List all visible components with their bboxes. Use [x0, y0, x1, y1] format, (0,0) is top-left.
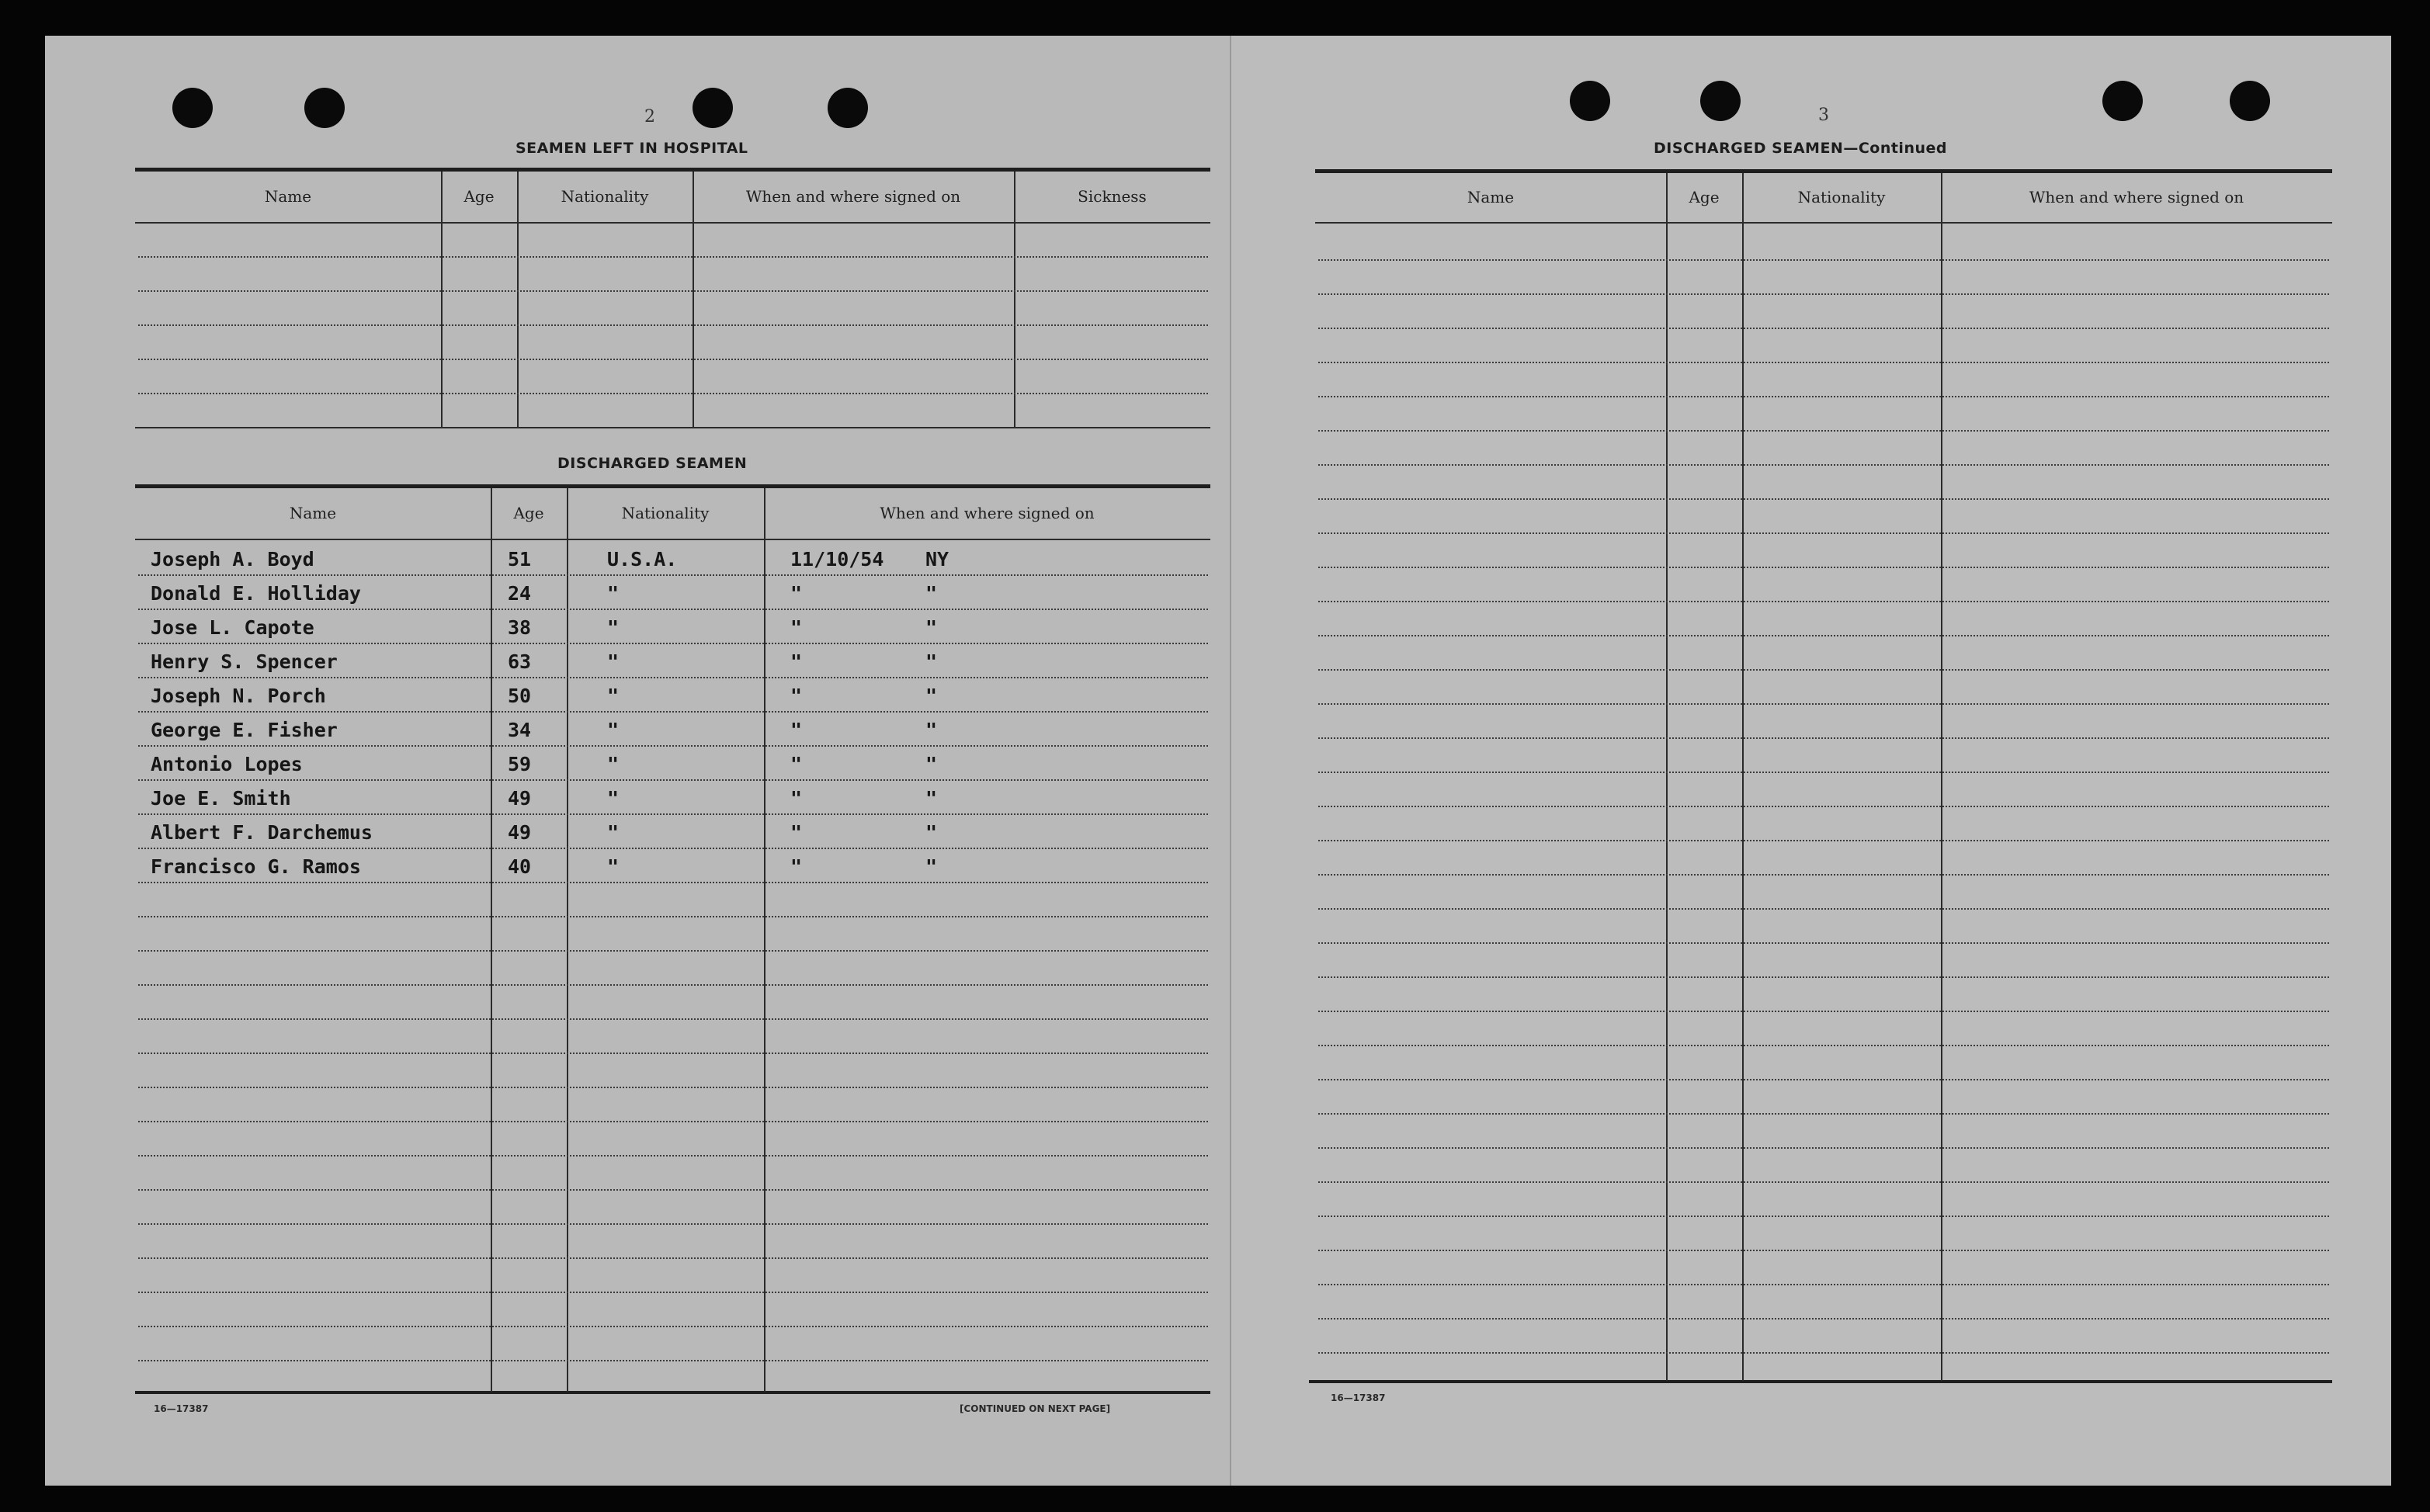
- row-line: [1318, 908, 2329, 910]
- row-line: [1318, 874, 2329, 876]
- table-bottom-rule: [135, 427, 1210, 428]
- form-number: 16—17387: [154, 1403, 209, 1414]
- cell-name: Joseph A. Boyd: [151, 548, 314, 570]
- hospital-section-title: SEAMEN LEFT IN HOSPITAL: [516, 140, 748, 157]
- cell-place: ": [925, 616, 938, 639]
- column-divider: [1014, 172, 1015, 428]
- column-divider: [567, 488, 568, 1392]
- row-line: [138, 1018, 1208, 1020]
- cell-age: 38: [508, 616, 532, 639]
- row-line: [138, 984, 1208, 986]
- cell-nationality: ": [607, 719, 620, 741]
- cell-nationality: U.S.A.: [607, 548, 678, 570]
- row-line: [138, 1223, 1208, 1225]
- column-divider: [491, 488, 492, 1392]
- cell-place: ": [925, 582, 938, 605]
- cell-place: ": [925, 855, 938, 878]
- row-line: [1318, 601, 2329, 602]
- column-header-nationality: Nationality: [621, 504, 710, 522]
- form-number: 16—17387: [1331, 1392, 1386, 1403]
- discharged-section-title: DISCHARGED SEAMEN: [557, 455, 748, 472]
- row-line: [1318, 532, 2329, 534]
- cell-nationality: ": [607, 582, 620, 605]
- cell-nationality: ": [607, 616, 620, 639]
- row-line: [138, 813, 1208, 815]
- row-line: [138, 779, 1208, 781]
- punch-hole-icon: [172, 88, 213, 128]
- column-divider: [1666, 173, 1668, 1381]
- row-line: [1318, 362, 2329, 363]
- cell-name: Joe E. Smith: [151, 787, 291, 810]
- row-line: [1318, 498, 2329, 500]
- row-line: [138, 1326, 1208, 1327]
- column-header-age: Age: [1689, 188, 1720, 206]
- row-line: [1318, 1113, 2329, 1115]
- cell-date: ": [790, 650, 803, 673]
- row-line: [138, 1121, 1208, 1122]
- column-header-age: Age: [463, 187, 495, 206]
- cell-nationality: ": [607, 855, 620, 878]
- row-line: [138, 324, 1208, 326]
- table-bottom-rule: [1309, 1380, 2332, 1383]
- punch-hole-icon: [1570, 81, 1610, 121]
- cell-age: 49: [508, 787, 532, 810]
- row-line: [138, 1087, 1208, 1088]
- row-line: [1318, 567, 2329, 568]
- row-line: [1318, 942, 2329, 944]
- row-line: [1318, 430, 2329, 432]
- cell-date: ": [790, 787, 803, 810]
- row-line: [138, 574, 1208, 576]
- row-line: [1318, 703, 2329, 705]
- cell-date: ": [790, 616, 803, 639]
- cell-date: ": [790, 855, 803, 878]
- row-line: [1318, 328, 2329, 329]
- row-line: [138, 256, 1208, 258]
- column-divider: [1941, 173, 1942, 1381]
- row-line: [138, 359, 1208, 360]
- table-top-rule: [135, 484, 1210, 488]
- row-line: [138, 393, 1208, 394]
- cell-age: 40: [508, 855, 532, 878]
- cell-name: Francisco G. Ramos: [151, 855, 361, 878]
- row-line: [1318, 1011, 2329, 1012]
- cell-place: ": [925, 787, 938, 810]
- row-line: [1318, 1352, 2329, 1354]
- row-line: [138, 1155, 1208, 1157]
- row-line: [1318, 1250, 2329, 1251]
- column-header-name: Name: [289, 504, 337, 522]
- right-page: [1230, 36, 2391, 1486]
- cell-age: 50: [508, 685, 532, 707]
- row-line: [138, 1053, 1208, 1054]
- row-line: [138, 950, 1208, 952]
- row-line: [1318, 1147, 2329, 1149]
- column-header-signed-on: When and where signed on: [2029, 188, 2244, 206]
- row-line: [1318, 737, 2329, 739]
- cell-age: 49: [508, 821, 532, 844]
- cell-date: ": [790, 582, 803, 605]
- continued-note: [CONTINUED ON NEXT PAGE]: [960, 1403, 1111, 1414]
- cell-name: Albert F. Darchemus: [151, 821, 373, 844]
- row-line: [1318, 976, 2329, 978]
- table-top-rule: [1315, 169, 2332, 173]
- punch-hole-icon: [304, 88, 345, 128]
- cell-place: ": [925, 753, 938, 775]
- row-line: [1318, 259, 2329, 261]
- cell-name: Joseph N. Porch: [151, 685, 326, 707]
- punch-hole-icon: [693, 88, 733, 128]
- punch-hole-icon: [2102, 81, 2143, 121]
- row-line: [138, 643, 1208, 644]
- header-rule: [1315, 222, 2332, 224]
- cell-date: ": [790, 685, 803, 707]
- cell-date: ": [790, 753, 803, 775]
- cell-nationality: ": [607, 821, 620, 844]
- page-number: 3: [1818, 106, 1829, 125]
- row-line: [1318, 1181, 2329, 1183]
- cell-name: Henry S. Spencer: [151, 650, 338, 673]
- left-page: [45, 36, 1230, 1486]
- cell-age: 63: [508, 650, 532, 673]
- cell-nationality: ": [607, 650, 620, 673]
- cell-place: NY: [925, 548, 949, 570]
- column-divider: [764, 488, 765, 1392]
- cell-place: ": [925, 719, 938, 741]
- cell-name: George E. Fisher: [151, 719, 338, 741]
- column-divider: [1742, 173, 1744, 1381]
- cell-date: ": [790, 821, 803, 844]
- cell-name: Jose L. Capote: [151, 616, 314, 639]
- cell-date: 11/10/54: [790, 548, 884, 570]
- column-header-signed-on: When and where signed on: [745, 187, 961, 206]
- row-line: [138, 1257, 1208, 1259]
- row-line: [1318, 635, 2329, 636]
- row-line: [1318, 1284, 2329, 1285]
- table-bottom-rule: [135, 1391, 1210, 1394]
- page-number: 2: [644, 107, 655, 127]
- cell-name: Donald E. Holliday: [151, 582, 361, 605]
- row-line: [1318, 464, 2329, 466]
- punch-hole-icon: [828, 88, 868, 128]
- row-line: [1318, 806, 2329, 807]
- column-header-nationality: Nationality: [561, 187, 649, 206]
- punch-hole-icon: [1700, 81, 1741, 121]
- row-line: [138, 609, 1208, 610]
- row-line: [138, 1189, 1208, 1191]
- cell-age: 59: [508, 753, 532, 775]
- column-header-sickness: Sickness: [1078, 187, 1147, 206]
- row-line: [1318, 396, 2329, 397]
- cell-place: ": [925, 650, 938, 673]
- row-line: [138, 882, 1208, 883]
- column-header-nationality: Nationality: [1797, 188, 1886, 206]
- row-line: [138, 916, 1208, 917]
- cell-nationality: ": [607, 787, 620, 810]
- cell-age: 51: [508, 548, 532, 570]
- cell-date: ": [790, 719, 803, 741]
- column-divider: [517, 172, 519, 428]
- column-header-name: Name: [1467, 188, 1515, 206]
- header-rule: [135, 539, 1210, 540]
- column-divider: [693, 172, 694, 428]
- cell-nationality: ": [607, 753, 620, 775]
- row-line: [138, 1360, 1208, 1361]
- row-line: [138, 848, 1208, 849]
- punch-hole-icon: [2230, 81, 2270, 121]
- row-line: [1318, 1045, 2329, 1046]
- row-line: [138, 711, 1208, 713]
- row-line: [138, 745, 1208, 747]
- column-divider: [441, 172, 443, 428]
- cell-place: ": [925, 685, 938, 707]
- row-line: [1318, 772, 2329, 773]
- header-rule: [135, 222, 1210, 224]
- column-header-signed-on: When and where signed on: [880, 504, 1095, 522]
- row-line: [1318, 1079, 2329, 1080]
- row-line: [1318, 1318, 2329, 1320]
- cell-place: ": [925, 821, 938, 844]
- row-line: [1318, 293, 2329, 295]
- cell-age: 34: [508, 719, 532, 741]
- column-header-name: Name: [264, 187, 312, 206]
- discharged-continued-title: DISCHARGED SEAMEN—Continued: [1654, 140, 1947, 157]
- row-line: [138, 290, 1208, 292]
- row-line: [138, 1292, 1208, 1293]
- cell-name: Antonio Lopes: [151, 753, 303, 775]
- row-line: [1318, 669, 2329, 671]
- row-line: [1318, 840, 2329, 841]
- cell-nationality: ": [607, 685, 620, 707]
- column-header-age: Age: [513, 504, 544, 522]
- row-line: [1318, 1215, 2329, 1217]
- row-line: [138, 677, 1208, 678]
- cell-age: 24: [508, 582, 532, 605]
- table-top-rule: [135, 168, 1210, 172]
